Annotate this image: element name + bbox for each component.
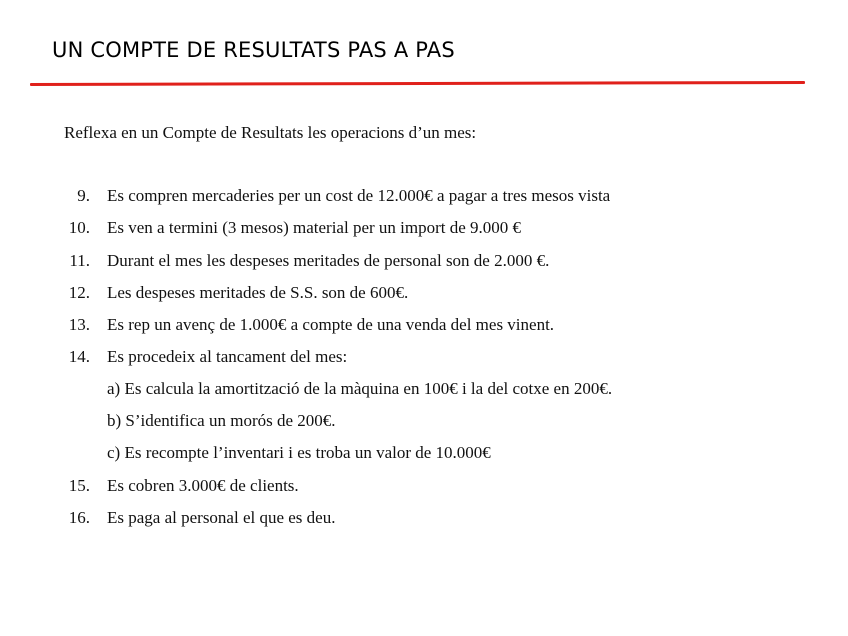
item-number: 16. — [68, 508, 90, 527]
intro-text: Reflexa en un Compte de Resultats les operacions d’un mes: — [64, 123, 477, 142]
item-text: Es rep un avenç de 1.000€ a compte de una venda del mes vinent. — [107, 315, 555, 334]
item-number: 13. — [68, 315, 90, 334]
item-number: 12. — [68, 283, 90, 302]
item-number: 11. — [69, 251, 90, 270]
item-text: Es cobren 3.000€ de clients. — [107, 476, 299, 495]
slide-title: UN COMPTE DE RESULTATS PAS A PAS — [52, 38, 455, 62]
item-text: Es paga al personal el que es deu. — [107, 508, 336, 527]
sub-item: b) S’identifica un morós de 200€. — [107, 411, 336, 430]
item-text: Durant el mes les despeses meritades de personal son de 2.000 €. — [107, 251, 550, 270]
sub-item: c) Es recompte l’inventari i es troba un valor de 10.000€ — [107, 443, 491, 462]
title-divider — [30, 81, 805, 86]
item-number: 15. — [68, 476, 90, 495]
item-text: Es procedeix al tancament del mes: — [107, 347, 348, 366]
item-number: 10. — [68, 218, 90, 237]
sub-item: a) Es calcula la amortització de la màquina en 100€ i la del cotxe en 200€. — [107, 379, 613, 398]
item-text: Es compren mercaderies per un cost de 12.000€ a pagar a tres mesos vista — [107, 186, 611, 205]
item-text: Les despeses meritades de S.S. son de 600€. — [107, 283, 409, 302]
item-number: 14. — [68, 347, 90, 366]
item-text: Es ven a termini (3 mesos) material per un import de 9.000 € — [107, 218, 522, 237]
item-number: 9. — [77, 186, 90, 205]
